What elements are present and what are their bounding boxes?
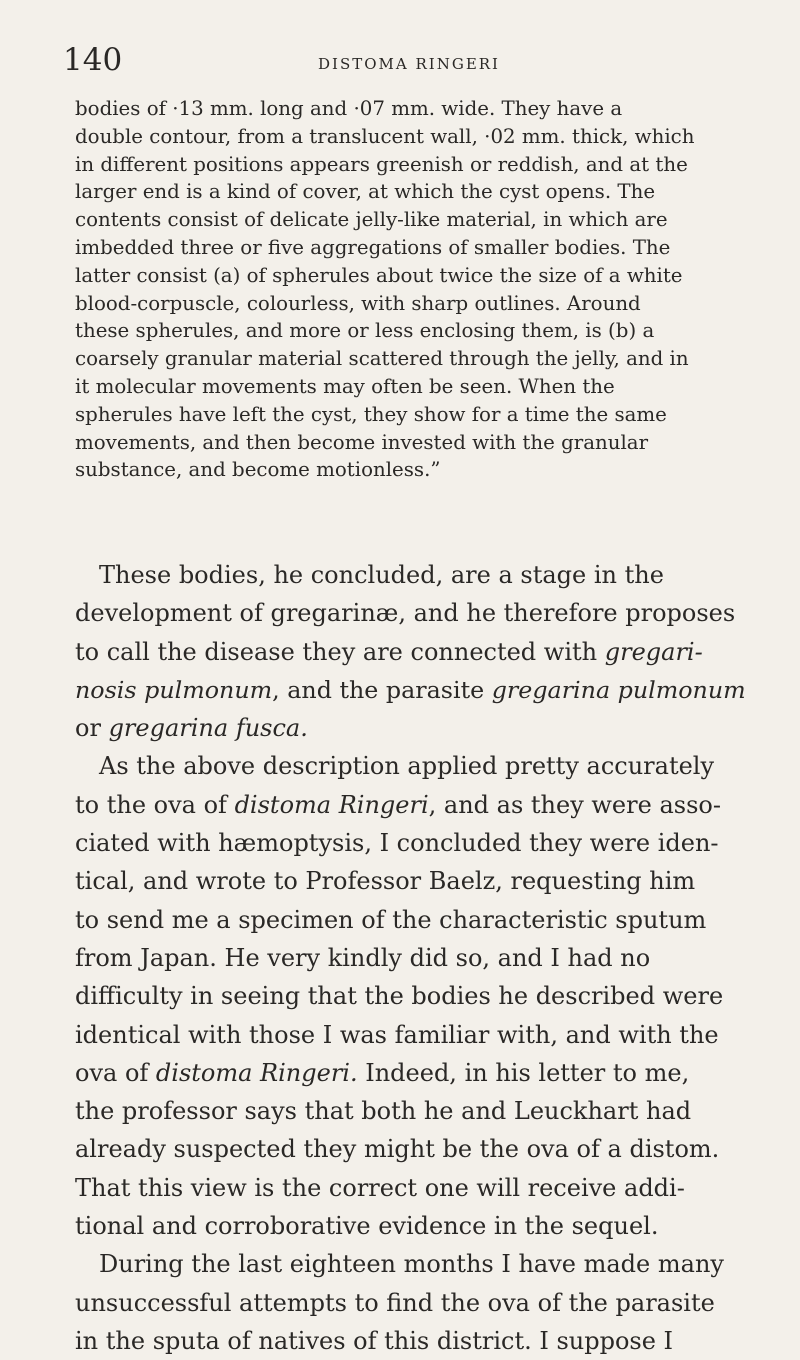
text-line — [75, 786, 752, 824]
text-line: substance, and become motionless.” — [75, 458, 441, 482]
text-run: , and as they were asso- — [428, 790, 721, 819]
text-line: unsuccessful attempts to find the ova of the parasite — [75, 1288, 715, 1317]
text-line: latter consist (a) of spherules about twice the size of a white — [75, 263, 683, 287]
text-line: These bodies, he concluded, are a stage in the — [99, 561, 664, 589]
text-line: from Japan. He very kindly did so, and I had no — [75, 943, 651, 972]
italic-term: gregari- — [604, 637, 703, 666]
main-text — [75, 556, 752, 1360]
text-line: contents consist of delicate jelly-like material, in which are — [75, 208, 668, 232]
running-title: DISTOMA RINGERI — [318, 55, 500, 73]
text-run: to the ova of — [75, 790, 235, 819]
text-line — [75, 709, 752, 747]
page-header — [63, 43, 755, 83]
text-line: bodies of ·13 mm. long and ·07 mm. wide. They have a — [75, 97, 623, 120]
italic-term: gregarina pulmonum — [491, 675, 746, 704]
text-line: identical with those I was familiar with, and with the — [75, 1020, 719, 1049]
text-line: already suspected they might be the ova of a distom. — [75, 1135, 720, 1164]
italic-term: gregarina fusca. — [108, 714, 308, 743]
text-run: or — [75, 714, 109, 743]
text-line: larger end is a kind of cover, at which the cyst opens. The — [75, 180, 656, 204]
text-line: tional and corroborative evidence in the sequel. — [75, 1212, 659, 1241]
text-line: spherules have left the cyst, they show for a time the same — [75, 402, 667, 426]
text-line: ciated with hæmoptysis, I concluded they were iden- — [75, 829, 719, 858]
text-line: double contour, from a translucent wall, ·02 mm. thick, which — [75, 124, 695, 148]
quoted-paragraph — [75, 95, 752, 484]
text-line: That this view is the correct one will receive addi- — [75, 1173, 685, 1202]
text-line — [75, 633, 752, 671]
italic-term: distoma Ringeri — [234, 790, 429, 819]
text-line — [75, 1054, 752, 1092]
text-line — [75, 671, 752, 709]
text-run: to call the disease they are connected with — [75, 637, 605, 666]
text-line: development of gregarinæ, and he therefore proposes — [75, 599, 736, 628]
text-line: it molecular movements may often be seen. When the — [75, 374, 615, 398]
text-line: in the sputa of natives of this district. I suppose I — [75, 1326, 674, 1355]
text-line: difficulty in seeing that the bodies he described were — [75, 982, 724, 1011]
page-number: 140 — [63, 42, 123, 78]
text-run: Indeed, in his letter to me, — [357, 1058, 690, 1087]
text-run: ova of — [75, 1058, 156, 1087]
text-line: these spherules, and more or less enclosing them, is (b) a — [75, 319, 655, 343]
italic-term: distoma Ringeri. — [155, 1058, 358, 1087]
text-line: As the above description applied pretty accurately — [99, 752, 715, 781]
text-run: , and the parasite — [272, 675, 492, 704]
italic-term: nosis pulmonum — [75, 675, 273, 704]
text-line: to send me a specimen of the characteristic sputum — [75, 905, 707, 934]
text-line: imbedded three or five aggregations of smaller bodies. The — [75, 235, 671, 259]
text-line: the professor says that both he and Leuckhart had — [75, 1097, 692, 1126]
text-line: in different positions appears greenish or reddish, and at the — [75, 152, 688, 176]
text-line: coarsely granular material scattered through the jelly, and in — [75, 347, 689, 371]
text-line: movements, and then become invested with the granular — [75, 430, 649, 454]
text-line: tical, and wrote to Professor Baelz, requesting him — [75, 867, 696, 896]
text-line: blood-corpuscle, colourless, with sharp outlines. Around — [75, 291, 641, 315]
text-line: During the last eighteen months I have made many — [99, 1250, 724, 1279]
